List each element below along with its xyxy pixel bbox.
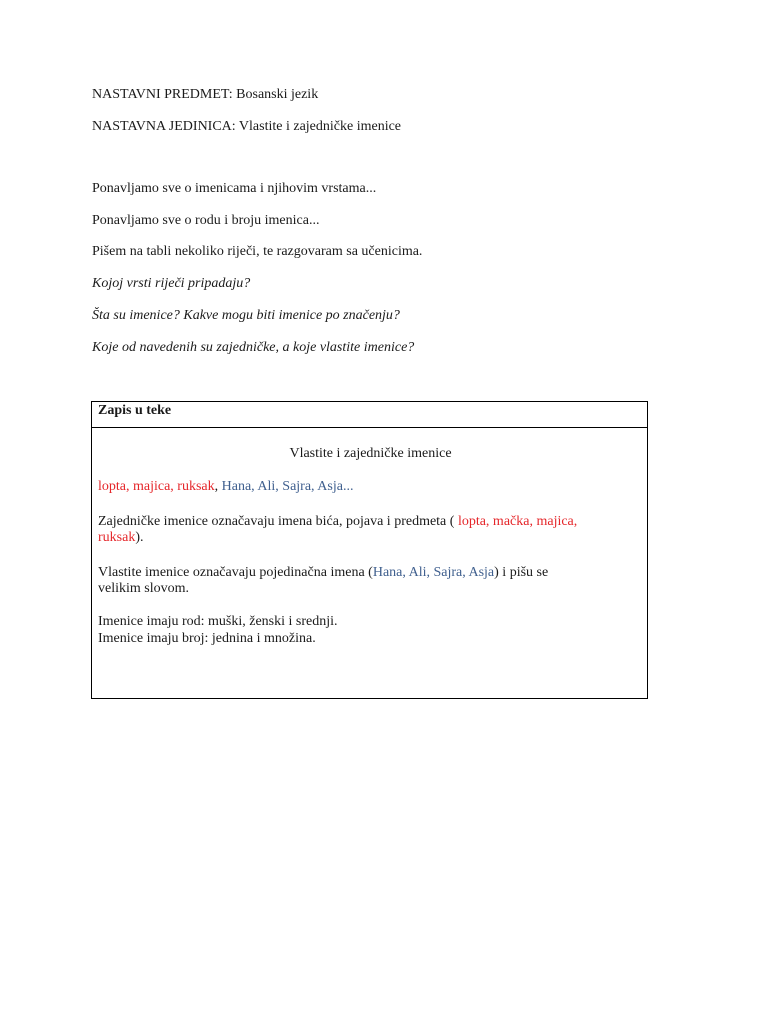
examples-separator: , bbox=[214, 479, 222, 494]
intro-paragraph-2: Ponavljamo sve o rodu i broju imenica... bbox=[92, 213, 320, 228]
subject-line: NASTAVNI PREDMET: Bosanski jezik bbox=[92, 87, 319, 102]
intro-paragraph-3: Pišem na tabli nekoliko riječi, te razgovaram sa učenicima. bbox=[92, 244, 423, 259]
proper-definition-line-2: velikim slovom. bbox=[98, 581, 189, 596]
notes-title: Vlastite i zajedničke imenice bbox=[289, 446, 452, 461]
proper-definition-examples: Hana, Ali, Sajra, Asja bbox=[372, 565, 495, 580]
common-definition-examples-cont: ruksak bbox=[98, 530, 136, 545]
notes-table-header: Zapis u teke bbox=[92, 402, 647, 428]
question-3: Koje od navedenih su zajedničke, a koje vlastite imenice? bbox=[92, 340, 415, 355]
question-2: Šta su imenice? Kakve mogu biti imenice po značenju? bbox=[92, 308, 400, 323]
common-definition-line-2 bbox=[98, 530, 144, 546]
question-1: Kojoj vrsti riječi pripadaju? bbox=[92, 276, 251, 291]
examples-proper-nouns: Hana, Ali, Sajra, Asja... bbox=[221, 479, 354, 494]
common-definition-line-1 bbox=[98, 514, 577, 530]
proper-definition-suffix: ) i pišu se bbox=[494, 565, 549, 580]
gender-line: Imenice imaju rod: muški, ženski i srednji. bbox=[98, 614, 338, 629]
examples-line bbox=[98, 479, 353, 495]
common-definition-close: ). bbox=[135, 530, 144, 545]
intro-paragraph-1: Ponavljamo sve o imenicama i njihovim vrstama... bbox=[92, 181, 377, 196]
proper-definition-text: Vlastite imenice označavaju pojedinačna imena ( bbox=[98, 565, 373, 580]
unit-line: NASTAVNA JEDINICA: Vlastite i zajedničke imenice bbox=[92, 119, 402, 134]
common-definition-text: Zajedničke imenice označavaju imena bića, pojava i predmeta ( bbox=[98, 514, 458, 529]
examples-common-nouns: lopta, majica, ruksak bbox=[98, 479, 215, 494]
notes-table bbox=[91, 401, 648, 699]
number-line: Imenice imaju broj: jednina i množina. bbox=[98, 631, 316, 646]
common-definition-examples: lopta, mačka, majica, bbox=[457, 514, 578, 529]
proper-definition-line-1 bbox=[98, 565, 548, 581]
